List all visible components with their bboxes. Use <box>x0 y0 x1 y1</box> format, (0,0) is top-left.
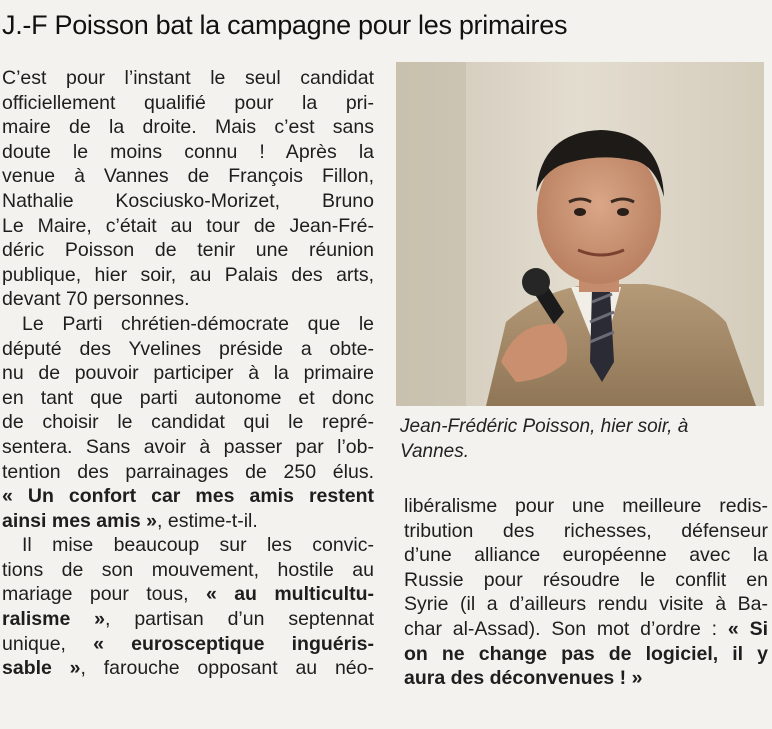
text-line: « Un confort car mes amis restent <box>2 485 374 508</box>
photo-caption-line: Vannes. <box>400 441 470 462</box>
text-line <box>404 617 768 642</box>
text-line: sentera. Sans avoir à passer par l’ob- <box>2 435 374 458</box>
text-line: on ne change pas de logiciel, il y <box>404 642 768 665</box>
bold-quote-fragment: « eurosceptique inguéris- <box>93 632 374 655</box>
text-line: Le Maire, c’était au tour de Jean-Fré- <box>2 214 374 237</box>
text-line: maire de la droite. Mais c’est sans <box>2 116 374 139</box>
text-line: de choisir le candidat qui le repré- <box>2 411 374 434</box>
text-line <box>2 632 374 657</box>
text-line: Il mise beaucoup sur les convic- <box>22 534 374 557</box>
article-left-column <box>2 66 374 681</box>
text-line: tions de son mouvement, hostile au <box>2 558 374 581</box>
text-line: en tant que parti autonome et donc <box>2 386 374 409</box>
text-line <box>2 582 374 607</box>
text-line: déric Poisson de tenir une réunion <box>2 239 374 262</box>
text-line: d’une alliance européenne avec la <box>404 544 768 567</box>
bold-quote-fragment: « au multicultu- <box>205 583 374 606</box>
photo-illustration <box>396 62 764 406</box>
text-line: aura des déconvenues ! » <box>404 667 643 690</box>
text-fragment: unique, <box>2 632 94 655</box>
text-line <box>2 509 374 534</box>
text-line: tention des parrainages de 250 élus. <box>2 460 374 483</box>
bold-quote-fragment: ralisme » <box>2 608 106 631</box>
text-fragment: char al-Assad). Son mot d’ordre : <box>404 617 728 640</box>
text-line: publique, hier soir, au Palais des arts, <box>2 263 374 286</box>
photo-caption-line: Jean-Frédéric Poisson, hier soir, à <box>400 416 689 437</box>
text-line: Russie pour résoudre le conflit en <box>404 568 768 591</box>
article-headline: J.-F Poisson bat la campagne pour les primaires <box>2 10 568 40</box>
text-line: devant 70 personnes. <box>2 288 190 311</box>
bold-quote-fragment: ainsi mes amis » <box>2 509 158 532</box>
text-line: Le Parti chrétien-démocrate que le <box>22 312 374 335</box>
text-fragment: , estime-t-il. <box>157 509 258 532</box>
text-line: député des Yvelines préside a obte- <box>2 337 374 360</box>
text-line: Nathalie Kosciusko-Morizet, Bruno <box>2 189 374 212</box>
photo-caption <box>400 414 760 464</box>
text-fragment: , farouche opposant au néo- <box>80 657 374 680</box>
text-line: nu de pouvoir participer à la primaire <box>2 362 374 385</box>
text-line: tribution des richesses, défenseur <box>404 519 768 542</box>
text-line: libéralisme pour une meilleure redis- <box>404 495 768 517</box>
text-line <box>2 656 374 681</box>
text-line <box>2 607 374 632</box>
text-line: venue à Vannes de François Fillon, <box>2 165 374 188</box>
text-fragment: , partisan d’un septennat <box>105 608 374 631</box>
text-line: doute le moins connu ! Après la <box>2 140 374 163</box>
text-line: Syrie (il a d’ailleurs rendu visite à Ba- <box>404 593 768 616</box>
bold-quote-fragment: sable » <box>2 657 81 680</box>
text-fragment: mariage pour tous, <box>2 583 206 606</box>
text-line: C’est pour l’instant le seul candidat <box>2 67 374 89</box>
article-photo <box>396 62 764 406</box>
text-line: officiellement qualifié pour la pri- <box>2 91 374 114</box>
bold-quote-fragment: « Si <box>727 617 769 640</box>
article-right-column <box>404 494 768 691</box>
